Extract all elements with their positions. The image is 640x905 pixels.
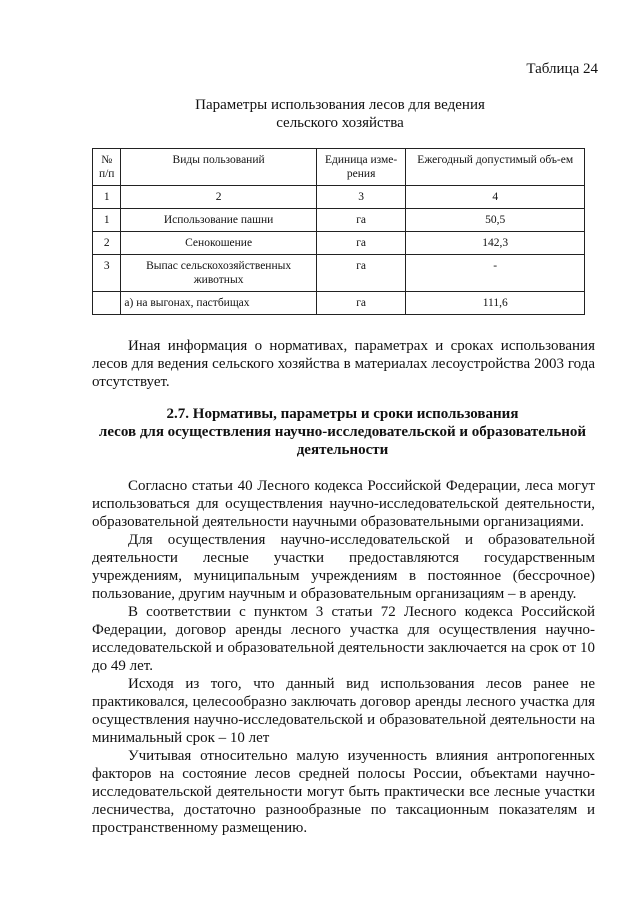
usage-type-cell: Сенокошение	[121, 232, 316, 255]
body-paragraph: Учитывая относительно малую изученность влияния антропогенных факторов на состояние лесов средней полосы России, объектами научно-исследовательской деятельности могут быть практически все лесные участки лесничества, достаточно разнообразные по таксационным показателям и пространственному размещению.	[92, 748, 595, 836]
header-cell: Ежегодный допустимый объ-ем	[406, 149, 585, 186]
column-number-cell: 3	[316, 186, 406, 209]
unit-cell: га	[316, 255, 406, 292]
usage-type-cell: а) на выгонах, пастбищах	[121, 292, 316, 315]
header-cell: Единица изме-рения	[316, 149, 406, 186]
row-number-cell: 2	[93, 232, 121, 255]
volume-cell: 142,3	[406, 232, 585, 255]
table-row	[93, 292, 585, 315]
usage-type-cell: Использование пашни	[121, 209, 316, 232]
body-paragraph: В соответствии с пунктом 3 статьи 72 Лесного кодекса Российской Федерации, договор аренды лесного участка для осуществления научно-исследовательской и образовательной деятельности заключается на срок от 10 до 49 лет.	[92, 604, 595, 674]
column-number-cell: 4	[406, 186, 585, 209]
note-block	[92, 337, 595, 391]
row-number-cell: 3	[93, 255, 121, 292]
table-title-line: сельского хозяйства	[276, 115, 404, 131]
section-body	[92, 477, 595, 837]
parameters-table	[92, 148, 585, 315]
column-number-row	[93, 186, 585, 209]
row-number-cell: 1	[93, 209, 121, 232]
unit-cell: га	[316, 209, 406, 232]
header-cell: № п/п	[93, 149, 121, 186]
note-paragraph: Иная информация о нормативах, параметрах и сроках использования лесов для ведения сельского хозяйства в материалах лесоустройства 2003 года отсутствует.	[92, 338, 595, 390]
body-paragraph: Согласно статьи 40 Лесного кодекса Российской Федерации, леса могут использоваться для осуществления научно-исследовательской деятельности, образовательной деятельности научными образовательными организациями.	[92, 478, 595, 530]
header-cell: Виды пользований	[121, 149, 316, 186]
usage-type-cell: Выпас сельскохозяйственных животных	[121, 255, 316, 292]
section-heading-line: 2.7. Нормативы, параметры и сроки использования	[166, 406, 519, 422]
body-paragraph: Исходя из того, что данный вид использования лесов ранее не практиковался, целесообразно заключать договор аренды лесного участка для осуществления научно-исследовательской и образовательной деятельности на минимальный срок – 10 лет	[92, 676, 595, 746]
section-heading	[90, 405, 595, 459]
table-row	[93, 232, 585, 255]
table-row	[93, 209, 585, 232]
column-number-cell: 2	[121, 186, 316, 209]
volume-cell: -	[406, 255, 585, 292]
table-header-row	[93, 149, 585, 186]
section-heading-line: деятельности	[296, 442, 389, 458]
section-heading-line: лесов для осуществления научно-исследовательской и образовательной	[98, 424, 587, 440]
table-title	[90, 96, 590, 132]
table-title-line: Параметры использования лесов для ведения	[195, 97, 485, 113]
unit-cell: га	[316, 292, 406, 315]
body-paragraph: Для осуществления научно-исследовательской и образовательной деятельности лесные участки предоставляются государственным учреждениям, муниципальным учреждениям в постоянное (бессрочное) пользование, другим научным и образовательным организациям – в аренду.	[92, 532, 595, 602]
column-number-cell: 1	[93, 186, 121, 209]
volume-cell: 111,6	[406, 292, 585, 315]
table-number: Таблица 24	[526, 61, 598, 77]
unit-cell: га	[316, 232, 406, 255]
table-row	[93, 255, 585, 292]
row-number-cell	[93, 292, 121, 315]
volume-cell: 50,5	[406, 209, 585, 232]
